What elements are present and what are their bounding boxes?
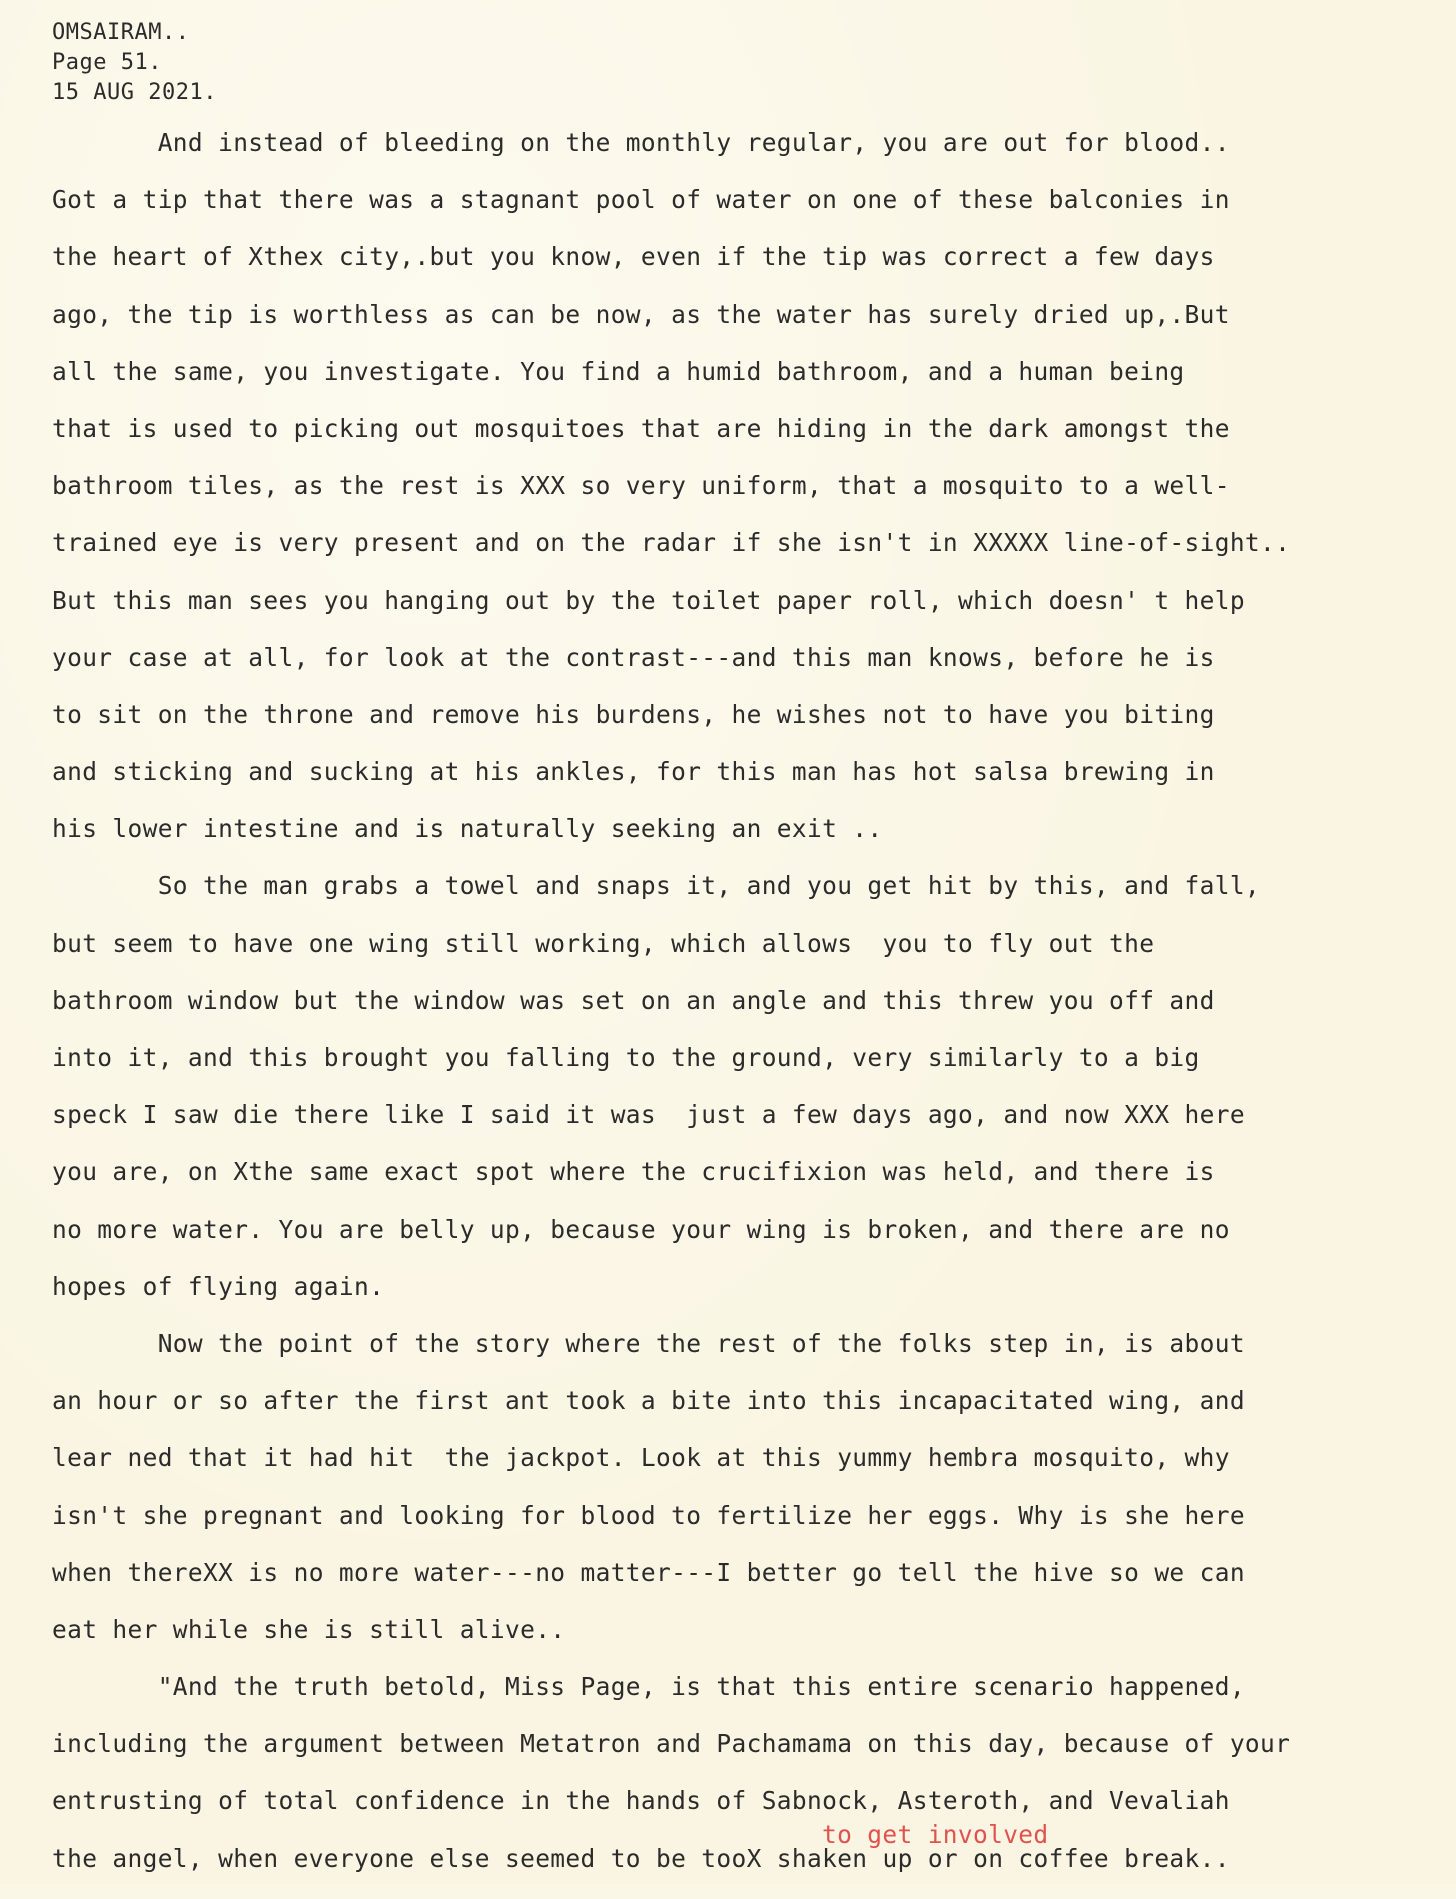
page-number: Page 51. xyxy=(52,50,162,75)
text-line: Now the point of the story where the rest of the folks step in, is about xyxy=(52,1328,1245,1358)
text-line: the angel, when everyone else seemed to be tooX shaken up or on coffee break.. xyxy=(52,1843,1230,1873)
text-line: Got a tip that there was a stagnant pool of water on one of these balconies in xyxy=(52,185,1230,215)
header-title: OMSAIRAM.. xyxy=(52,20,190,45)
text-line: trained eye is very present and on the radar if she isn't in XXXXX line-of-sight.. xyxy=(52,528,1291,558)
text-line: bathroom window but the window was set on an angle and this threw you off and xyxy=(52,985,1215,1015)
text-line: into it, and this brought you falling to the ground, very similarly to a big xyxy=(52,1043,1200,1072)
page-date: 15 AUG 2021. xyxy=(52,80,217,105)
text-line: But this man sees you hanging out by the toilet paper roll, which doesn' t help xyxy=(52,585,1245,615)
text-line: but seem to have one wing still working, which allows you to fly out the xyxy=(52,928,1155,958)
text-line: including the argument between Metatron and Pachamama on this day, because of your xyxy=(52,1729,1291,1759)
text-line: the heart of Xthex city,.but you know, even if the tip was correct a few days xyxy=(52,242,1215,272)
text-line: bathroom tiles, as the rest is XXX so very uniform, that a mosquito to a well- xyxy=(52,471,1230,501)
text-line: all the same, you investigate. You find a humid bathroom, and a human being xyxy=(52,356,1185,386)
text-line: And instead of bleeding on the monthly regular, you are out for blood.. xyxy=(52,128,1230,157)
text-line: an hour or so after the first ant took a bite into this incapacitated wing, and xyxy=(52,1386,1245,1416)
text-line: when thereXX is no more water---no matter---I better go tell the hive so we can xyxy=(52,1557,1245,1587)
text-line: So the man grabs a towel and snaps it, and you get hit by this, and fall, xyxy=(52,871,1261,901)
text-line: "And the truth betold, Miss Page, is that this entire scenario happened, xyxy=(52,1672,1245,1702)
text-line: isn't she pregnant and looking for blood to fertilize her eggs. Why is she here xyxy=(52,1500,1245,1530)
text-line: and sticking and sucking at his ankles, for this man has hot salsa brewing in xyxy=(52,757,1215,787)
text-line: speck I saw die there like I said it was just a few days ago, and now XXX here xyxy=(52,1100,1245,1130)
red-handwritten-insertion: to get involved xyxy=(822,1819,1049,1849)
text-line: no more water. You are belly up, because your wing is broken, and there are no xyxy=(52,1214,1230,1244)
text-line: that is used to picking out mosquitoes that are hiding in the dark amongst the xyxy=(52,413,1230,443)
text-line: entrusting of total confidence in the hands of Sabnock, Asteroth, and Vevaliah xyxy=(52,1786,1230,1816)
text-line: to sit on the throne and remove his burdens, he wishes not to have you biting xyxy=(52,699,1215,729)
page-body xyxy=(52,126,1452,1899)
text-line: ago, the tip is worthless as can be now, as the water has surely dried up,.But xyxy=(52,299,1230,329)
text-line: you are, on Xthe same exact spot where the crucifixion was held, and there is xyxy=(52,1157,1215,1187)
text-line: his lower intestine and is naturally seeking an exit .. xyxy=(52,814,883,844)
text-line: lear ned that it had hit the jackpot. Look at this yummy hembra mosquito, why xyxy=(52,1443,1230,1473)
text-line: your case at all, for look at the contrast---and this man knows, before he is xyxy=(52,642,1215,672)
page-header xyxy=(52,18,217,108)
text-line: hopes of flying again. xyxy=(52,1271,385,1301)
text-line: eat her while she is still alive.. xyxy=(52,1614,566,1644)
